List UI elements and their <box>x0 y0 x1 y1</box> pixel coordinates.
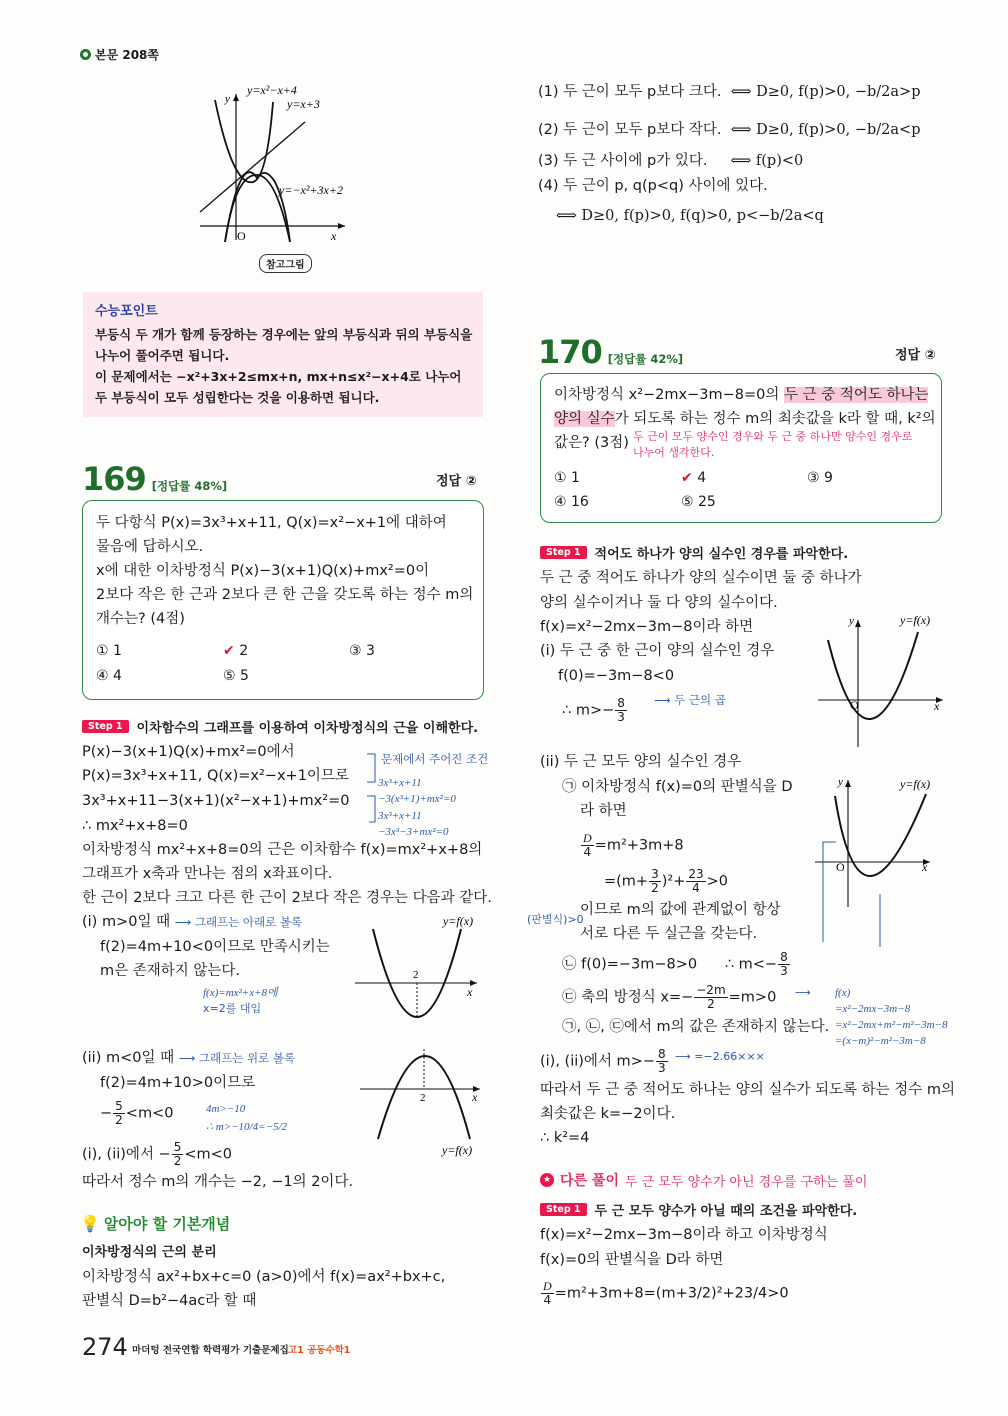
solution-line: 라 하면 <box>580 803 627 819</box>
solution-line: ∴ mx²+x+8=0 <box>82 818 188 834</box>
graph-case-ii <box>800 772 955 947</box>
axis-note: =x²−2mx+m²−m²−3m−8 <box>835 1019 948 1031</box>
concept-line: 판별식 D=b²−4ac라 할 때 <box>82 1293 257 1309</box>
step-badge: Step 1 <box>540 1203 587 1216</box>
circle-bullet-icon <box>80 49 91 60</box>
pink-annotation: 나누어 생각한다. <box>633 446 715 459</box>
solution-line: (i), (ii)에서 m>− $\frac{8}{3}$ <box>540 1047 666 1075</box>
case-2-heading: (ii) 두 근 모두 양의 실수인 경우 <box>540 754 742 770</box>
axis-note: f(x) <box>835 987 851 999</box>
answer-label: 정답 ② <box>436 474 477 489</box>
step-title: 적어도 하나가 양의 실수인 경우를 파악한다. <box>594 547 849 562</box>
solution-line: 서로 다른 두 실근을 갖는다. <box>580 926 758 942</box>
question-line: 양의 실수가 되도록 하는 정수 m의 최솟값을 k라 할 때, k²의 <box>554 411 936 427</box>
axis-note: =(x−m)²−m²−3m−8 <box>835 1035 926 1047</box>
concept-item: (4) 두 근이 p, q(p<q) 사이에 있다. <box>538 178 768 194</box>
case-2-heading: (ii) m<0일 때 ⟶ 그래프는 위로 볼록 <box>82 1050 296 1066</box>
svg-text:O: O <box>850 698 859 712</box>
side-note-line: −3(x³+1)+mx²=0 <box>378 793 456 805</box>
solution-line: 따라서 두 근 중 적어도 하나는 양의 실수가 되도록 하는 정수 m의 <box>540 1082 955 1098</box>
alt-step-1-header <box>540 1200 857 1219</box>
solution-line: =(m+ $\frac{3}{2}$ )²+ $\frac{23}{4}$ >0 <box>604 867 729 895</box>
svg-text:x: x <box>467 985 473 999</box>
choice-1[interactable]: ① 1 <box>554 470 580 486</box>
solution-line: 두 근 중 적어도 하나가 양의 실수이면 둘 중 하나가 <box>540 570 862 586</box>
footer-subject: 고1 공동수학1 <box>288 1345 351 1356</box>
side-note-line: −3x³−3+mx²=0 <box>378 826 449 838</box>
svg-text:x: x <box>922 860 928 874</box>
case-1-heading: (i) m>0일 때 ⟶ 그래프는 아래로 볼록 <box>82 914 303 930</box>
svg-text:O: O <box>836 860 845 874</box>
solution-line: − $\frac{5}{2}$ <m<0 <box>100 1099 174 1127</box>
step-1-header <box>540 543 848 562</box>
svg-text:x: x <box>472 1090 478 1104</box>
product-note: ⟶ 두 근의 곱 <box>654 693 726 707</box>
problem-170-question-box <box>540 373 942 523</box>
solution-line: (i) 두 근 중 한 근이 양의 실수인 경우 <box>540 643 775 659</box>
svg-text:O: O <box>237 229 246 242</box>
sub-note: ∴ m>−10/4=−5/2 <box>206 1121 287 1133</box>
question-line: 물음에 답하시오. <box>96 539 204 555</box>
question-line: 값은? (3점) <box>554 435 629 451</box>
graph-upward-parabola <box>355 915 490 1025</box>
concept-subtitle: 이차방정식의 근의 분리 <box>82 1245 217 1260</box>
solution-line: ㉢ 축의 방정식 x=− $\frac{-2m}{2}$ =m>0 <box>562 983 777 1011</box>
choice-1[interactable]: ① 1 <box>96 643 122 659</box>
solution-line: ㉠, ㉡, ㉢에서 m의 값은 존재하지 않는다. <box>562 1019 830 1035</box>
choice-5[interactable]: ⑤ 25 <box>681 494 716 510</box>
solution-line: m은 존재하지 않는다. <box>100 963 241 979</box>
check-mark-icon: ✔ <box>223 643 235 659</box>
solution-line: f(x)=x²−2mx−3m−8이라 하고 이차방정식 <box>540 1227 828 1243</box>
answer-label: 정답 ② <box>895 348 936 363</box>
solution-line: f(2)=4m+10>0이므로 <box>100 1075 256 1091</box>
sub-note: 4m>−10 <box>206 1103 246 1115</box>
concept-item: (1) 두 근이 모두 p보다 크다. ⟺ D≥0, f(p)>0, −b/2a>p <box>538 84 921 100</box>
solution-line: ∴ m>− $\frac{8}{3}$ <box>562 696 625 724</box>
conclusion-line: (i), (ii)에서 − $\frac{5}{2}$ <m<0 <box>82 1140 233 1168</box>
graph-case-i <box>818 612 948 747</box>
concept-title: 💡 알아야 할 기본개념 <box>80 1214 231 1233</box>
sub-note: x=2를 대입 <box>203 1002 262 1015</box>
alternate-solution-header: ★ 다른 풀이 두 근 모두 양수가 아닌 경우를 구하는 풀이 <box>540 1170 867 1190</box>
solution-line: f(0)=−3m−8<0 <box>558 668 675 684</box>
page-number: 274 <box>82 1333 128 1361</box>
step-title: 이차함수의 그래프를 이용하여 이차방정식의 근을 이해한다. <box>136 721 479 736</box>
problem-number: 170 <box>538 333 602 371</box>
key-point-line: 나누어 풀어주면 됩니다. <box>95 348 230 363</box>
solution-line: ㉠ 이차방정식 f(x)=0의 판별식을 D <box>562 779 793 795</box>
reference-figure-tag: 참고그림 <box>259 254 312 273</box>
concept-item: (2) 두 근이 모두 p보다 작다. ⟺ D≥0, f(p)>0, −b/2a<p <box>538 122 921 138</box>
choice-4[interactable]: ④ 16 <box>554 494 589 510</box>
choice-3[interactable]: ③ 3 <box>349 643 375 659</box>
key-point-line: 부등식 두 개가 함께 등장하는 경우에는 앞의 부등식과 뒤의 부등식을 <box>95 327 473 342</box>
side-note-title: 문제에서 주어진 조건 <box>381 752 489 766</box>
solution-line: P(x)=3x³+x+11, Q(x)=x²−x+1이므로 <box>82 768 349 784</box>
concept-item: (3) 두 근 사이에 p가 있다. ⟺ f(p)<0 <box>538 153 804 169</box>
step-1-header <box>82 717 478 736</box>
correct-rate: [정답률 42%] <box>607 352 684 366</box>
question-line: 두 다항식 P(x)=3x³+x+11, Q(x)=x²−x+1에 대하여 <box>96 515 447 531</box>
sub-note: f(x)=mx²+x+8에 <box>203 987 278 999</box>
solution-line: 이차방정식 mx²+x+8=0의 근은 이차함수 f(x)=mx²+x+8의 <box>82 842 483 858</box>
correct-rate: [정답률 48%] <box>151 479 228 493</box>
solution-line: $\frac{D}{4}$ =m²+3m+8=(m+3/2)²+23/4>0 <box>543 1279 789 1307</box>
svg-text:2: 2 <box>420 1092 426 1104</box>
problem-169-question-box <box>82 500 484 700</box>
solution-line: 양의 실수이거나 둘 다 양의 실수이다. <box>540 595 778 611</box>
footer-book-title: 마더텅 전국연합 학력평가 기출문제집 <box>132 1345 289 1356</box>
svg-text:y=f(x): y=f(x) <box>900 613 931 627</box>
svg-text:y: y <box>838 776 843 788</box>
question-line: 개수는? (4점) <box>96 611 185 627</box>
solution-line: P(x)−3(x+1)Q(x)+mx²=0에서 <box>82 744 295 760</box>
solution-line: 이므로 m의 값에 관계없이 항상 <box>580 902 781 918</box>
graph-downward-parabola <box>360 1043 490 1158</box>
highlight: 양의 실수 <box>554 411 615 427</box>
question-line: 이차방정식 x²−2mx−3m−8=0의 두 근 중 적어도 하나는 <box>554 387 929 403</box>
key-point-box <box>83 292 483 417</box>
check-mark-icon: ✔ <box>681 470 693 486</box>
step-badge: Step 1 <box>82 720 129 733</box>
choice-4[interactable]: ④ 4 <box>96 668 122 684</box>
svg-text:y: y <box>849 615 854 627</box>
svg-text:y=f(x): y=f(x) <box>900 777 931 791</box>
case-1-note: 그래프는 아래로 볼록 <box>194 915 303 929</box>
svg-text:y=−x²+3x+2: y=−x²+3x+2 <box>279 183 343 197</box>
discriminant-note: (판별식)>0 <box>527 913 584 926</box>
solution-line: f(x)=x²−2mx−3m−8이라 하면 <box>540 619 754 635</box>
question-line: 2보다 작은 한 근과 2보다 큰 한 근을 갖도록 하는 정수 m의 <box>96 587 474 603</box>
solution-line: f(x)=0의 판별식을 D라 하면 <box>540 1252 724 1268</box>
side-note-line: 3x³+x+11 <box>378 810 422 822</box>
problem-number: 169 <box>82 460 146 498</box>
conclusion-line: 따라서 정수 m의 개수는 −2, −1의 2이다. <box>82 1174 354 1190</box>
concept-line: 이차방정식 ax²+bx+c=0 (a>0)에서 f(x)=ax²+bx+c, <box>82 1269 446 1285</box>
solution-line: 그래프가 x축과 만나는 점의 x좌표이다. <box>82 866 333 882</box>
solution-line: 한 근이 2보다 크고 다른 한 근이 2보다 작은 경우는 다음과 같다. <box>82 890 492 906</box>
lightbulb-icon: 💡 <box>80 1214 100 1233</box>
step-badge: Step 1 <box>540 546 587 559</box>
svg-text:x: x <box>934 699 940 713</box>
key-point-line: 이 문제에서는 −x²+3x+2≤mx+n, mx+n≤x²−x+4로 나누어 <box>95 369 462 384</box>
arrow-icon: ⟶ <box>795 986 811 999</box>
choice-2-selected[interactable]: ✔ 2 <box>223 643 249 659</box>
key-point-title: 수능포인트 <box>95 304 158 319</box>
choice-2-selected[interactable]: ✔ 4 <box>681 470 707 486</box>
concept-item-condition: ⟺ D≥0, f(p)>0, f(q)>0, p<−b/2a<q <box>556 208 824 224</box>
pink-annotation: 두 근이 모두 양수인 경우와 두 근 중 하나만 양수인 경우로 <box>633 430 913 443</box>
solution-line: 3x³+x+11−3(x+1)(x²−x+1)+mx²=0 <box>82 793 350 809</box>
star-icon: ★ <box>540 1173 554 1187</box>
axis-note: =x²−2mx−3m−8 <box>835 1003 911 1015</box>
solution-line: ㉡ f(0)=−3m−8>0 ∴ m<− $\frac{8}{3}$ <box>562 950 788 978</box>
svg-text:2: 2 <box>413 969 419 981</box>
svg-text:x: x <box>331 229 337 242</box>
solution-line: ∴ k²=4 <box>540 1130 590 1146</box>
approx-note: ⟶ =−2.66××× <box>675 1050 765 1063</box>
svg-text:y=f(x): y=f(x) <box>443 915 474 928</box>
question-line: x에 대한 이차방정식 P(x)−3(x+1)Q(x)+mx²=0이 <box>96 563 430 579</box>
step-title: 두 근 모두 양수가 아닐 때의 조건을 파악한다. <box>594 1204 858 1219</box>
case-2-note: 그래프는 위로 볼록 <box>198 1051 296 1065</box>
choice-5[interactable]: ⑤ 5 <box>223 668 249 684</box>
solution-line: 최솟값은 k=−2이다. <box>540 1106 676 1122</box>
svg-text:y=x²−x+4: y=x²−x+4 <box>247 83 297 97</box>
side-note-line: 3x³+x+11 <box>378 777 422 789</box>
solution-line: $\frac{D}{4}$ =m²+3m+8 <box>583 831 684 859</box>
key-point-line: 두 부등식이 모두 성립한다는 것을 이용하면 됩니다. <box>95 390 380 405</box>
problem-170-header <box>538 333 683 371</box>
svg-text:y=f(x): y=f(x) <box>442 1143 473 1157</box>
reference-graph <box>195 82 395 242</box>
choice-3[interactable]: ③ 9 <box>807 470 833 486</box>
reference-page-label: 본문 208쪽 <box>80 46 159 63</box>
svg-text:y: y <box>225 93 230 105</box>
solution-line: f(2)=4m+10<0이므로 만족시키는 <box>100 939 330 955</box>
problem-169-header <box>82 460 227 498</box>
svg-text:y=x+3: y=x+3 <box>287 97 320 111</box>
highlight: 두 근 중 적어도 하나는 <box>783 387 929 403</box>
